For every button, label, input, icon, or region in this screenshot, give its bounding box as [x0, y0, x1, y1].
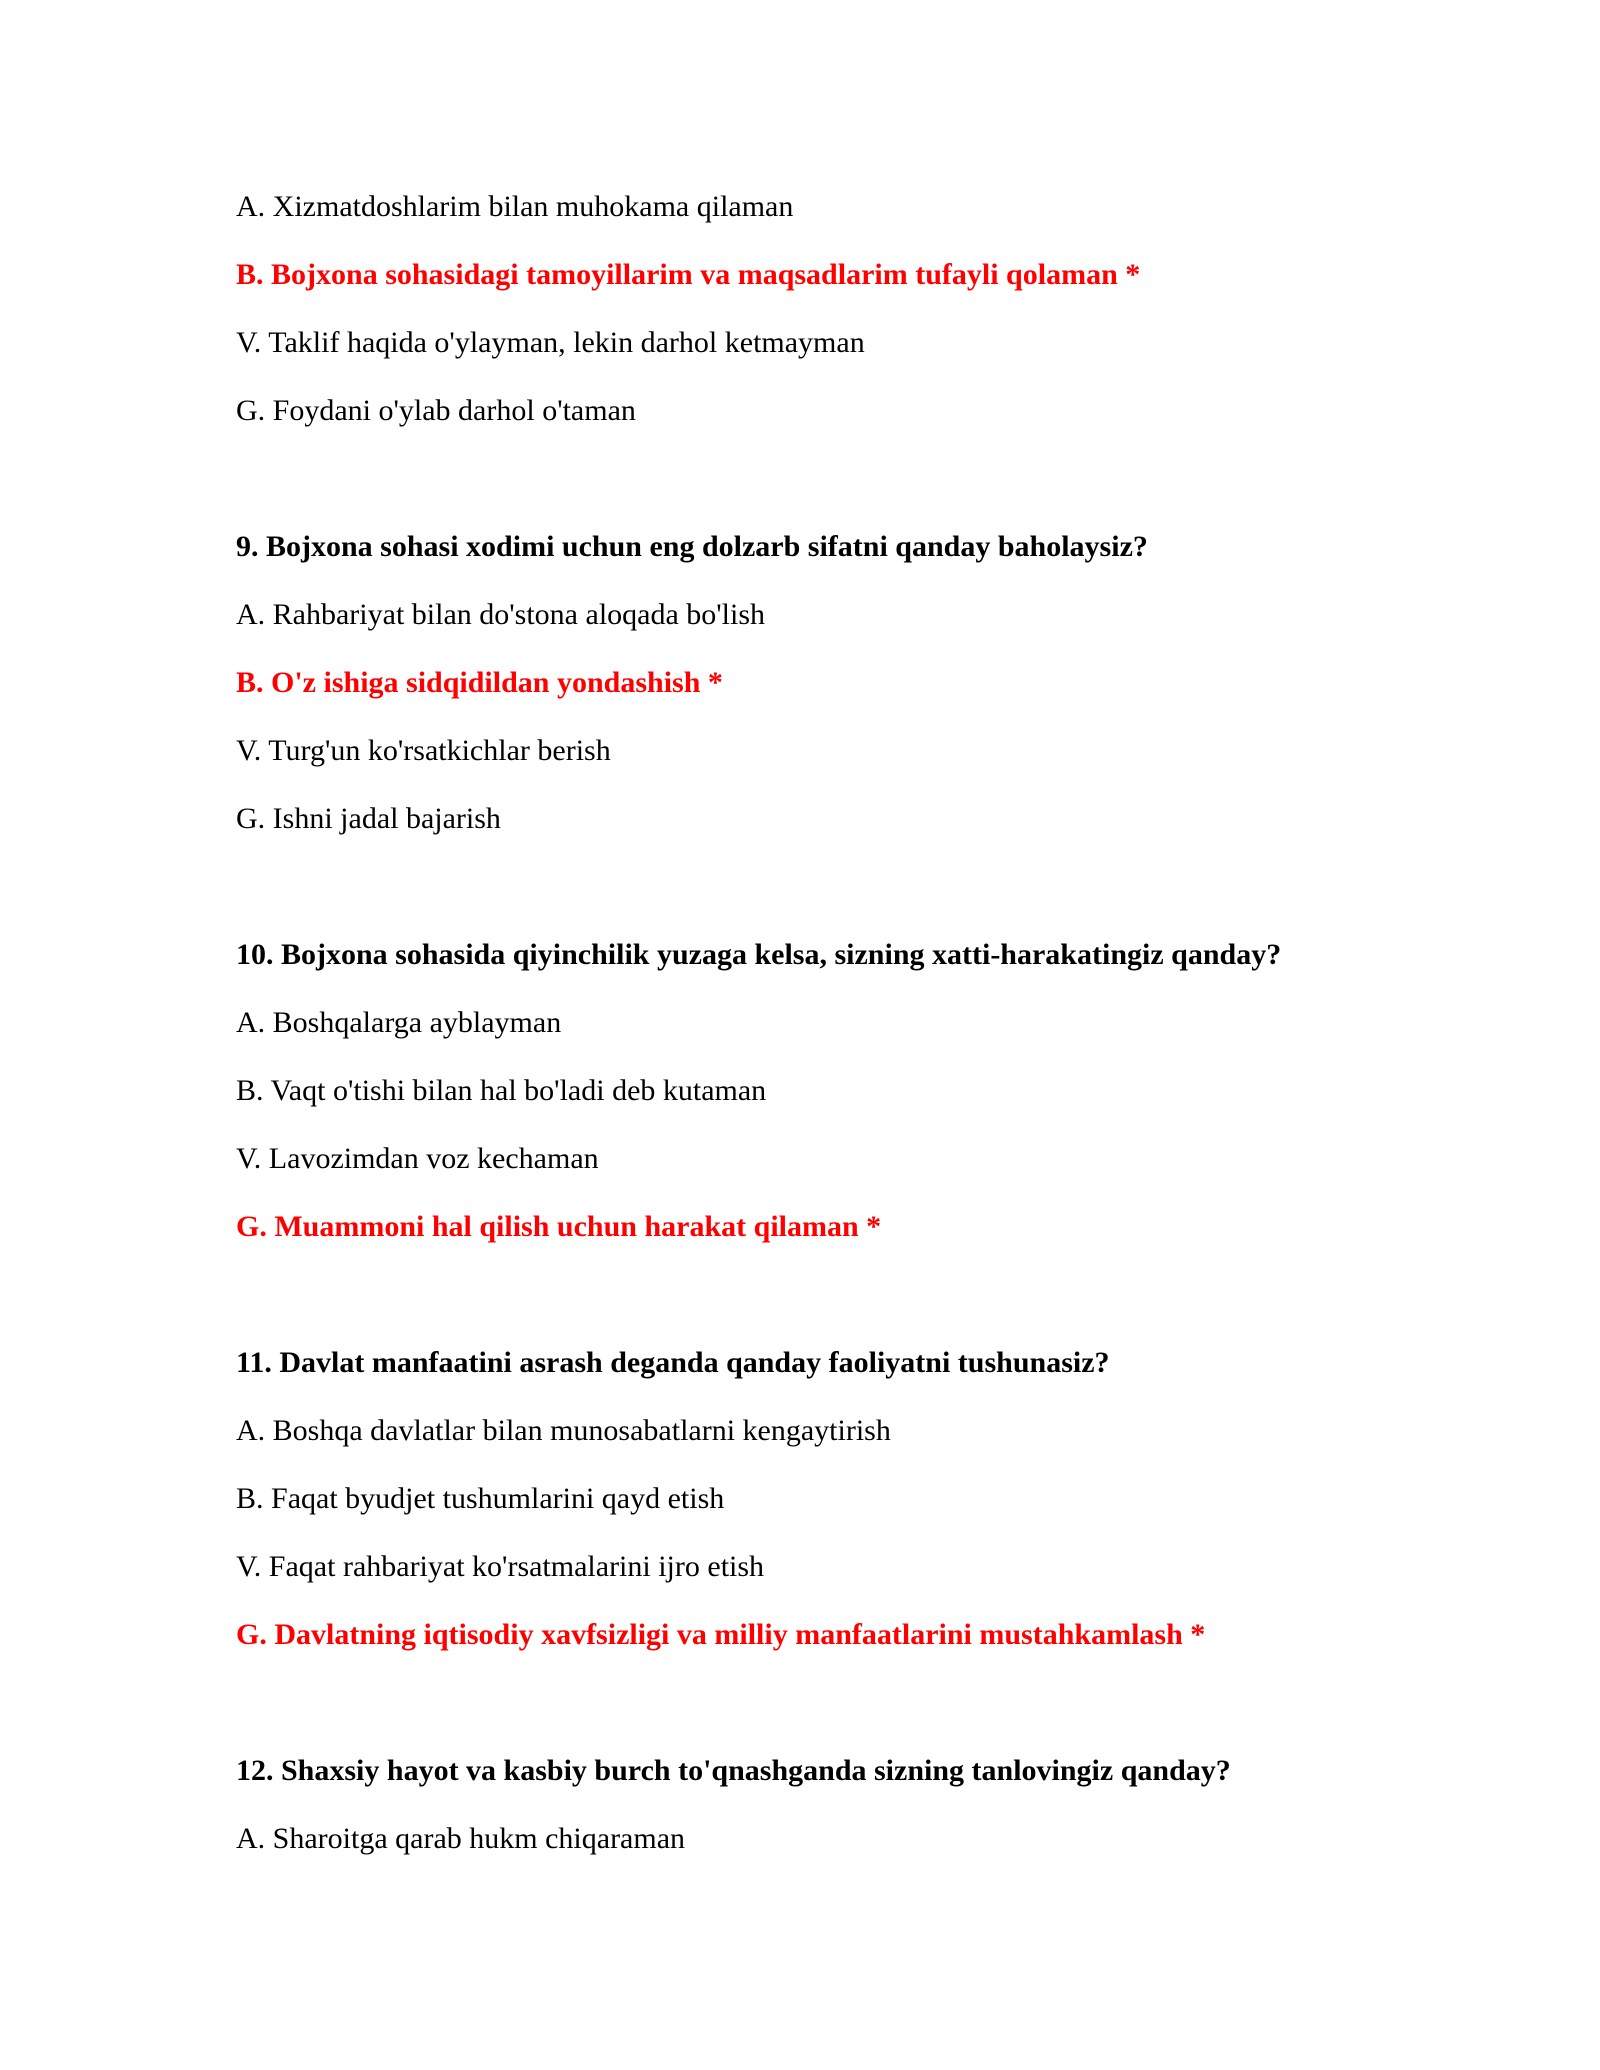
- question-10: 10. Bojxona sohasida qiyinchilik yuzaga kelsa, sizning xatti-harakatingiz qanday?: [236, 938, 1282, 971]
- option-g: G. Foydani o'ylab darhol o'taman: [236, 394, 636, 427]
- option-v: V. Lavozimdan voz kechaman: [236, 1142, 599, 1175]
- option-b: B. Faqat byudjet tushumlarini qayd etish: [236, 1482, 725, 1515]
- option-v: V. Faqat rahbariyat ko'rsatmalarini ijro etish: [236, 1550, 765, 1583]
- option-b-correct: B. Bojxona sohasidagi tamoyillarim va maqsadlarim tufayli qolaman *: [236, 258, 1141, 291]
- option-a: A. Xizmatdoshlarim bilan muhokama qilaman: [236, 190, 794, 223]
- option-a: A. Sharoitga qarab hukm chiqaraman: [236, 1822, 686, 1855]
- option-a: A. Boshqa davlatlar bilan munosabatlarni kengaytirish: [236, 1414, 891, 1447]
- question-11: 11. Davlat manfaatini asrash deganda qanday faoliyatni tushunasiz?: [236, 1346, 1110, 1379]
- option-b-correct: B. O'z ishiga sidqidildan yondashish *: [236, 666, 723, 699]
- option-v: V. Taklif haqida o'ylayman, lekin darhol ketmayman: [236, 326, 865, 359]
- question-12: 12. Shaxsiy hayot va kasbiy burch to'qnashganda sizning tanlovingiz qanday?: [236, 1754, 1231, 1787]
- option-g: G. Ishni jadal bajarish: [236, 802, 501, 835]
- option-a: A. Boshqalarga ayblayman: [236, 1006, 562, 1039]
- option-b: B. Vaqt o'tishi bilan hal bo'ladi deb kutaman: [236, 1074, 767, 1107]
- option-a: A. Rahbariyat bilan do'stona aloqada bo'lish: [236, 598, 766, 631]
- option-g-correct: G. Davlatning iqtisodiy xavfsizligi va milliy manfaatlarini mustahkamlash *: [236, 1618, 1206, 1651]
- question-9: 9. Bojxona sohasi xodimi uchun eng dolzarb sifatni qanday baholaysiz?: [236, 530, 1148, 563]
- option-g-correct: G. Muammoni hal qilish uchun harakat qilaman *: [236, 1210, 882, 1243]
- option-v: V. Turg'un ko'rsatkichlar berish: [236, 734, 611, 767]
